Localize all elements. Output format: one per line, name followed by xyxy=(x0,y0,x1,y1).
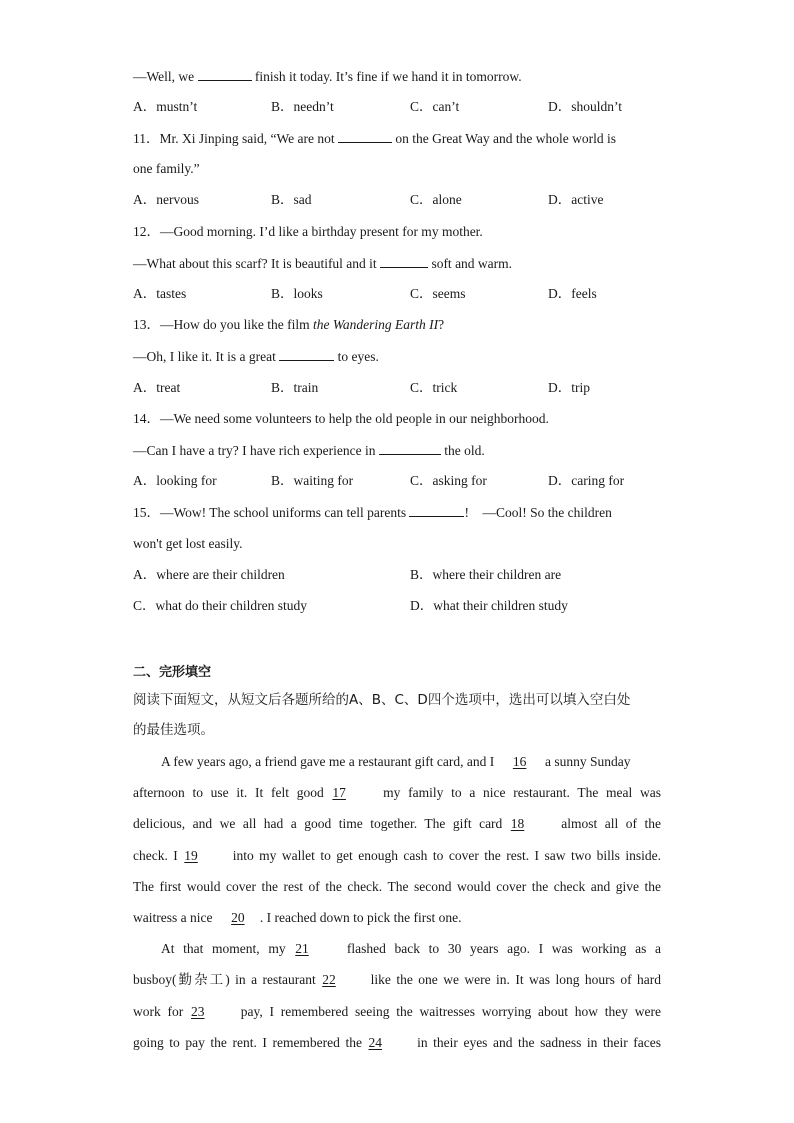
passage-text: . I reached down to pick the first one. xyxy=(259,910,462,925)
q13-text-b: ? xyxy=(438,317,445,332)
passage-text: pay, I remembered seeing the waitresses worrying about how they were xyxy=(234,1004,661,1019)
passage-text: work for xyxy=(133,1004,191,1019)
q13-option-a[interactable]: A．treat xyxy=(133,380,181,395)
q12-option-a[interactable]: A．tastes xyxy=(133,286,187,301)
blank-16[interactable]: 16 xyxy=(512,754,527,769)
q11-option-c[interactable]: C．alone xyxy=(410,192,462,207)
q10-option-a[interactable]: A．mustn’t xyxy=(133,99,198,114)
blank-19[interactable]: 19 xyxy=(184,848,198,863)
q11-stem-line2: one family.” xyxy=(133,161,200,176)
blank-17[interactable]: 17 xyxy=(332,785,346,800)
blank-18[interactable]: 18 xyxy=(510,816,525,831)
passage-p1-line1 xyxy=(161,753,630,771)
passage-p1-line4 xyxy=(133,847,661,865)
q11-text-b: on the Great Way and the whole world is xyxy=(392,131,616,146)
passage-p2-line2 xyxy=(133,971,661,989)
q15-blank[interactable] xyxy=(409,503,464,517)
passage-p2-line3 xyxy=(133,1003,661,1021)
passage-text: my family to a nice restaurant. The meal was xyxy=(375,785,661,800)
q14-stem-line2 xyxy=(133,441,485,460)
q12-stem-line1: 12．—Good morning. I’d like a birthday present for my mother. xyxy=(133,224,483,239)
q13-option-c[interactable]: C．trick xyxy=(410,380,458,395)
q11-text-a: 11．Mr. Xi Jinping said, “We are not xyxy=(133,131,339,146)
q12-option-b[interactable]: B．looks xyxy=(271,286,323,301)
blank-22[interactable]: 22 xyxy=(322,972,336,987)
passage-text: check. I xyxy=(133,848,184,863)
q10-option-d[interactable]: D．shouldn’t xyxy=(548,99,623,114)
q14-option-b[interactable]: B．waiting for xyxy=(271,473,354,488)
q14-option-c[interactable]: C．asking for xyxy=(410,473,487,488)
passage-text: At that moment, my xyxy=(161,941,295,956)
q13-stem-line2 xyxy=(133,347,379,366)
passage-p1-line6 xyxy=(133,909,462,927)
passage-text: delicious, and we all had a good time together. The gift card xyxy=(133,816,510,831)
q11-option-b[interactable]: B．sad xyxy=(271,192,312,207)
q15-stem-line1 xyxy=(133,503,612,522)
passage-text: afternoon to use it. It felt good xyxy=(133,785,332,800)
passage-text: almost all of the xyxy=(553,816,661,831)
q10-text-b: finish it today. It’s fine if we hand it in tomorrow. xyxy=(251,69,522,84)
blank-21[interactable]: 21 xyxy=(295,941,309,956)
q15-option-c[interactable]: C．what do their children study xyxy=(133,598,307,613)
passage-text: into my wallet to get enough cash to cover the rest. I saw two bills inside. xyxy=(227,848,661,863)
chinese-gloss: 勤杂工 xyxy=(176,972,226,988)
q10-text-a: —Well, we xyxy=(133,69,198,84)
q11-stem-line1 xyxy=(133,129,616,148)
q12-option-d[interactable]: D．feels xyxy=(548,286,597,301)
passage-p1-line5: The first would cover the rest of the check. The second would cover the check and give the xyxy=(133,879,661,894)
passage-text: going to pay the rent. I remembered the xyxy=(133,1035,368,1050)
q13-text-c: —Oh, I like it. It is a great xyxy=(133,349,280,364)
passage-text: flashed back to 30 years ago. I was working as a xyxy=(338,941,661,956)
q11-option-d[interactable]: D．active xyxy=(548,192,604,207)
q12-blank[interactable] xyxy=(380,254,428,268)
q12-text-b: soft and warm. xyxy=(428,256,513,271)
q14-blank[interactable] xyxy=(379,441,441,455)
blank-23[interactable]: 23 xyxy=(191,1004,205,1019)
q14-option-a[interactable]: A．looking for xyxy=(133,473,217,488)
q15-text-b: ! —Cool! So the children xyxy=(464,505,612,520)
passage-p1-line2 xyxy=(133,784,661,802)
q13-option-d[interactable]: D．trip xyxy=(548,380,590,395)
q15-stem-line2: won't get lost easily. xyxy=(133,536,243,551)
q13-stem-line1 xyxy=(133,316,444,334)
passage-text: like the one we were in. It was long hours of hard xyxy=(365,972,661,987)
passage-p1-line3 xyxy=(133,815,661,833)
passage-p2-line4 xyxy=(133,1034,661,1052)
film-title: the Wandering Earth II xyxy=(312,317,439,332)
passage-text: busboy( xyxy=(133,972,177,987)
q13-option-b[interactable]: B．train xyxy=(271,380,319,395)
blank-24[interactable]: 24 xyxy=(368,1035,383,1050)
passage-text: waitress a nice xyxy=(133,910,216,925)
q14-text-b: the old. xyxy=(440,443,485,458)
section-instructions-line1: 阅读下面短文，从短文后各题所给的A、B、C、D四个选项中，选出可以填入空白处 xyxy=(133,692,631,708)
q15-text-a: 15．—Wow! The school uniforms can tell parents xyxy=(133,505,410,520)
q10-blank[interactable] xyxy=(198,67,252,81)
q11-blank[interactable] xyxy=(338,129,392,143)
passage-text: in their eyes and the sadness in their faces xyxy=(411,1035,661,1050)
q15-option-b[interactable]: B．where their children are xyxy=(410,567,562,582)
q10-dialogue-line xyxy=(133,67,522,86)
passage-text: a sunny Sunday xyxy=(541,754,631,769)
section-instructions-line2: 的最佳选项。 xyxy=(133,722,214,738)
q13-blank[interactable] xyxy=(279,347,334,361)
passage-text: A few years ago, a friend gave me a restaurant gift card, and I xyxy=(161,754,498,769)
q10-option-c[interactable]: C．can’t xyxy=(410,99,460,114)
q12-option-c[interactable]: C．seems xyxy=(410,286,466,301)
q13-text-a: 13．—How do you like the film xyxy=(133,317,313,332)
q14-option-d[interactable]: D．caring for xyxy=(548,473,625,488)
q15-option-d[interactable]: D．what their children study xyxy=(410,598,568,613)
passage-p2-line1 xyxy=(161,940,661,958)
q12-stem-line2 xyxy=(133,254,512,273)
q14-text-a: —Can I have a try? I have rich experience in xyxy=(133,443,379,458)
passage-text: ) in a restaurant xyxy=(225,972,322,987)
q10-option-b[interactable]: B．needn’t xyxy=(271,99,334,114)
q14-stem-line1: 14．—We need some volunteers to help the old people in our neighborhood. xyxy=(133,411,549,426)
q11-option-a[interactable]: A．nervous xyxy=(133,192,199,207)
blank-20[interactable]: 20 xyxy=(231,910,245,925)
q15-option-a[interactable]: A．where are their children xyxy=(133,567,285,582)
q13-text-d: to eyes. xyxy=(334,349,379,364)
section-title: 二、完形填空 xyxy=(133,665,212,680)
q12-text-a: —What about this scarf? It is beautiful and it xyxy=(133,256,381,271)
